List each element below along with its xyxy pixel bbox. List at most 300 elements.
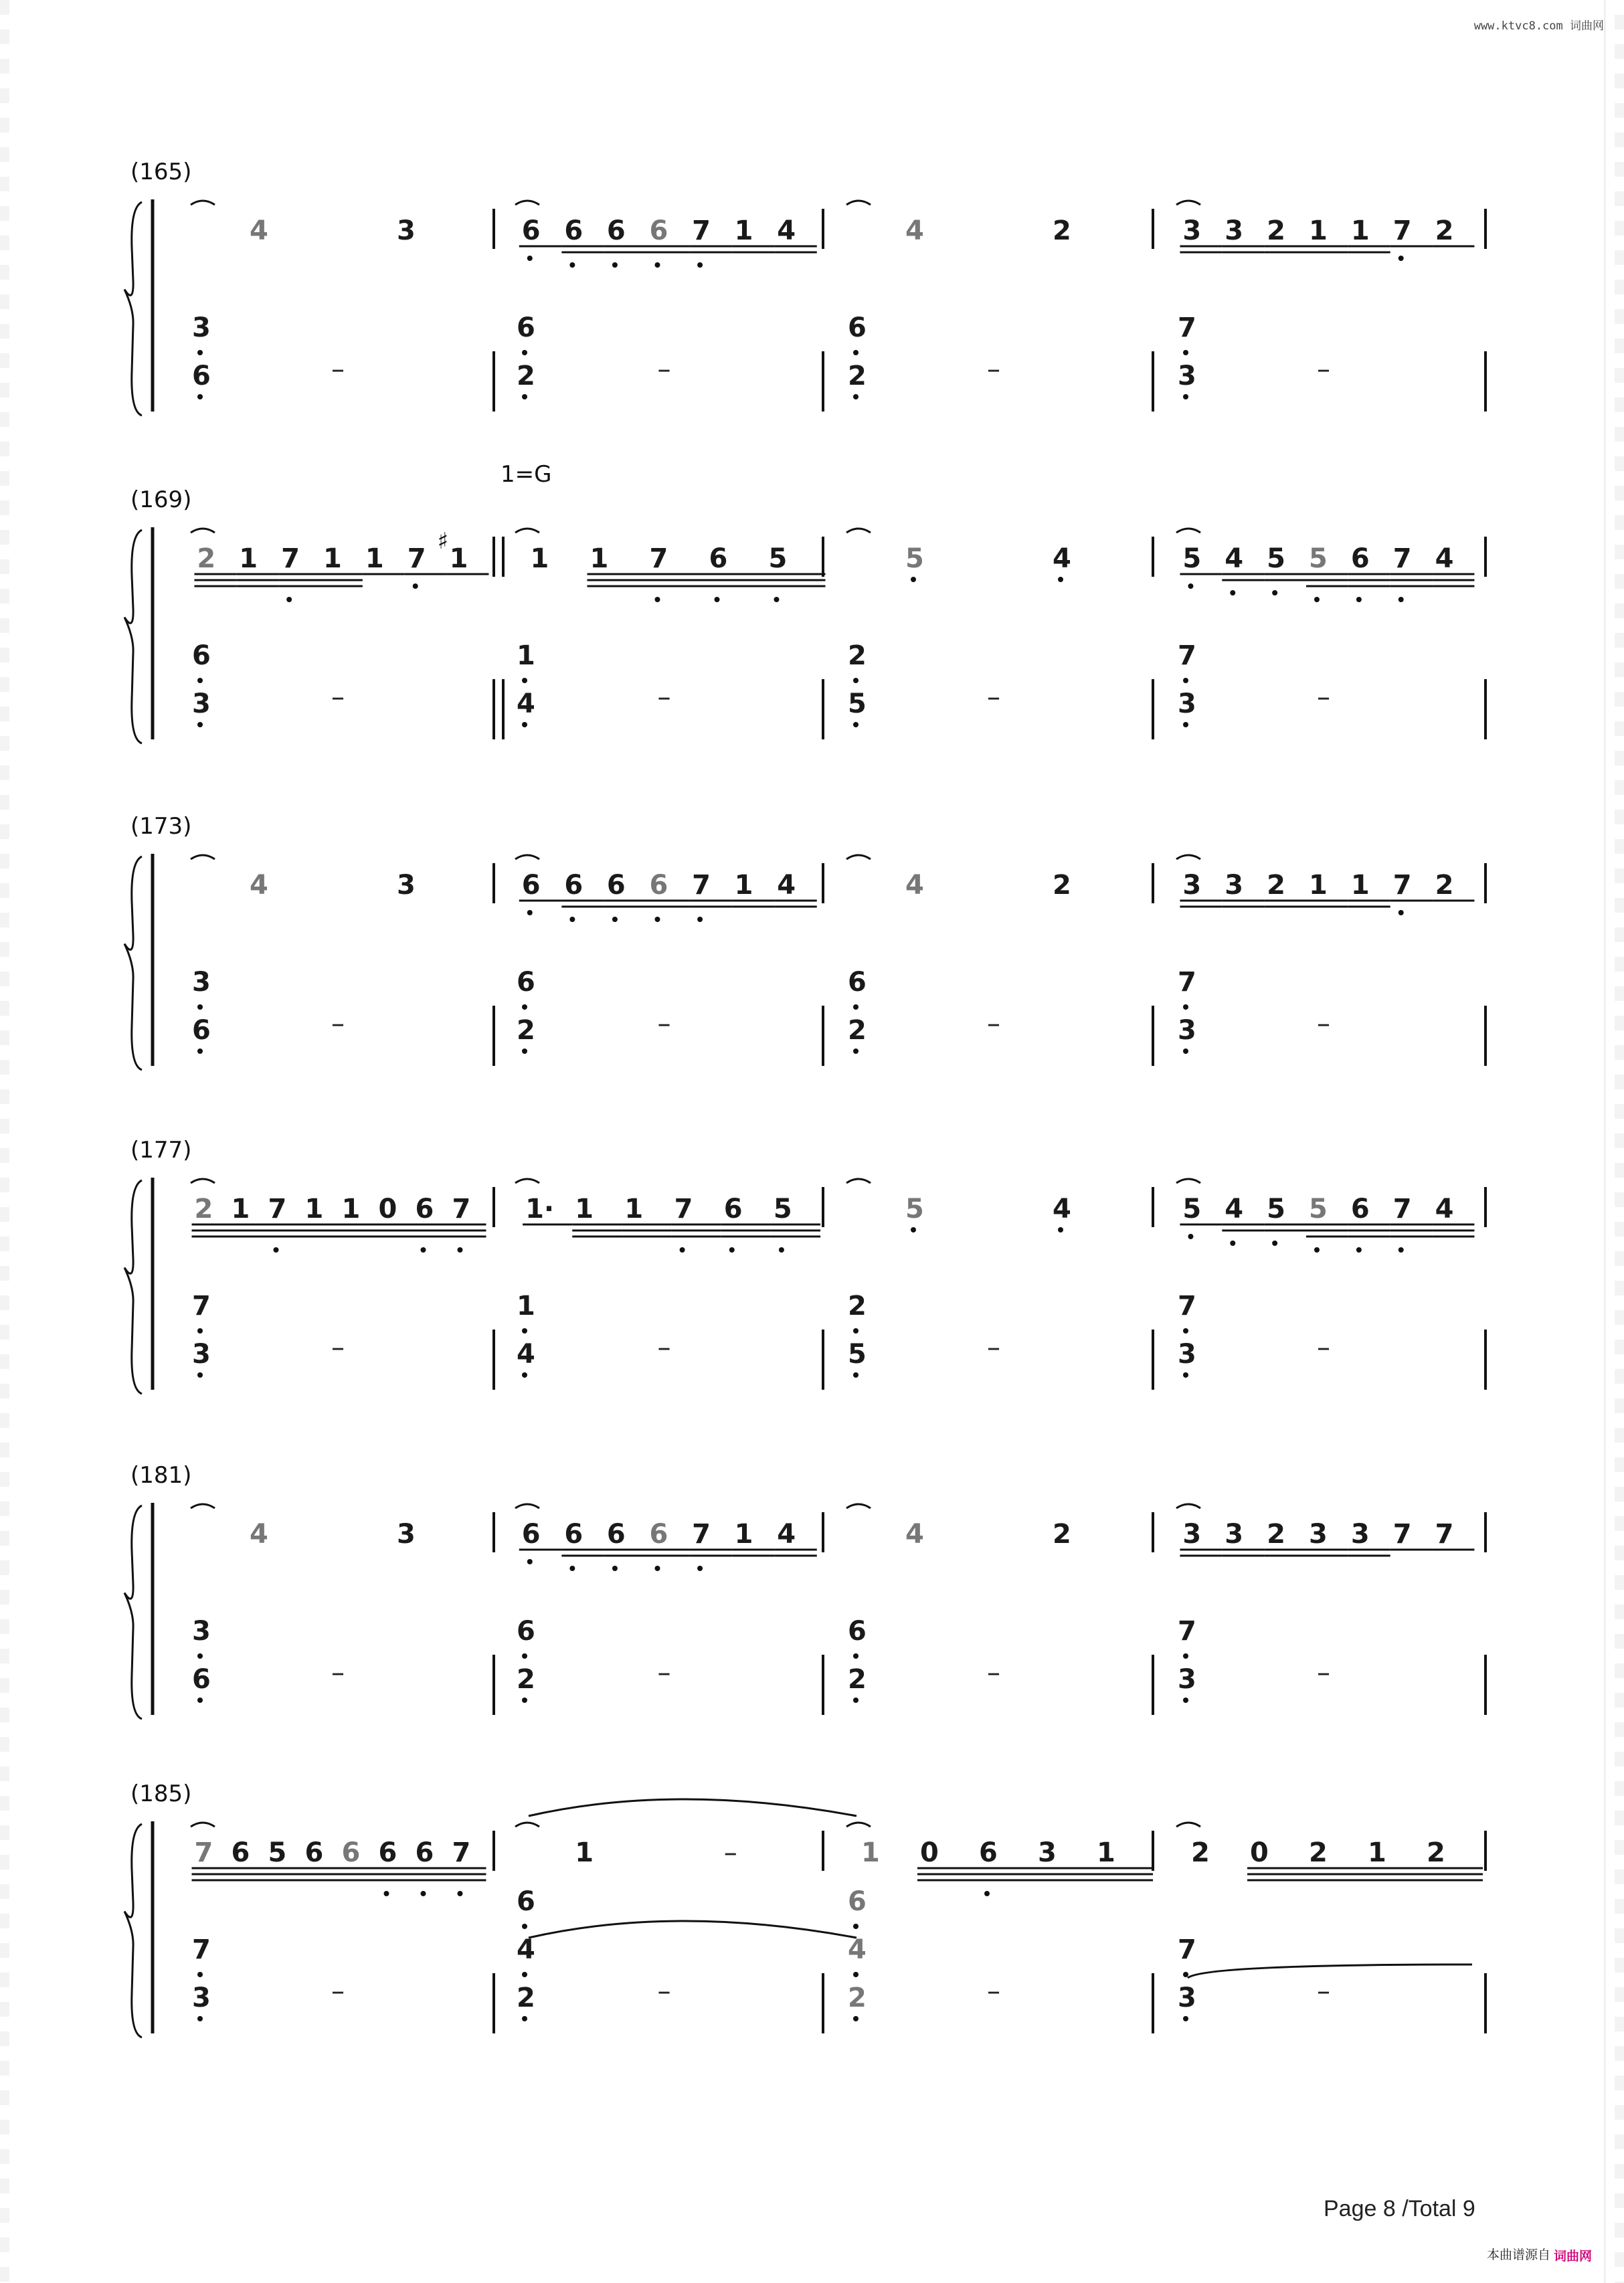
note: 6: [1350, 543, 1370, 574]
chord-separator-dot: [853, 350, 859, 355]
note: 5: [1309, 543, 1328, 574]
note: 6: [649, 1519, 668, 1550]
note: 6: [606, 215, 626, 246]
rest-dash: –: [987, 1008, 1000, 1039]
low-octave-dot: [413, 583, 418, 589]
tie-arc: [846, 1179, 871, 1183]
note: 1: [1309, 870, 1328, 901]
note: 3: [1182, 870, 1202, 901]
chord-note: 3: [1178, 1664, 1196, 1695]
chord-note: 6: [517, 967, 535, 998]
rest-dash: –: [657, 1976, 671, 2007]
tie-arc: [846, 201, 871, 205]
chord-note: 6: [517, 312, 535, 343]
chord-separator-dot: [1183, 678, 1188, 683]
note: 2: [1435, 870, 1454, 901]
note: 3: [397, 1519, 416, 1550]
chord-note: 3: [192, 312, 211, 343]
note: 1: [734, 870, 753, 901]
note: 1: [1309, 215, 1328, 246]
chord-note: 1: [517, 640, 535, 671]
chord-note: 6: [848, 1616, 867, 1647]
rest-dash: –: [657, 682, 671, 713]
note: 6: [231, 1837, 250, 1868]
rest-dash: –: [1317, 354, 1330, 385]
note: 4: [777, 215, 796, 246]
note: 4: [1053, 1194, 1071, 1224]
low-octave-dot: [853, 722, 859, 727]
note: 6: [1350, 1194, 1370, 1224]
note: 6: [606, 1519, 626, 1550]
note: 2: [194, 1194, 213, 1224]
rest-dash: –: [987, 1657, 1000, 1688]
low-octave-dot: [197, 1372, 203, 1378]
low-octave-dot: [569, 262, 575, 268]
tie-arc: [1176, 855, 1200, 859]
rest-dash: –: [1317, 682, 1330, 713]
tie-arc: [846, 1504, 871, 1508]
note: 2: [1267, 215, 1285, 246]
low-octave-dot: [1058, 1227, 1063, 1232]
note: 7: [281, 543, 300, 574]
chord-separator-dot: [1183, 1653, 1188, 1659]
rest-dash: –: [331, 1657, 345, 1688]
note: 1: [624, 1194, 644, 1224]
note: 6: [341, 1837, 361, 1868]
page-number: Page 8 /Total 9: [1324, 2196, 1475, 2221]
note: 6: [979, 1837, 998, 1868]
rest-dash: –: [987, 1332, 1000, 1363]
rest-dash: –: [657, 1657, 671, 1688]
low-octave-dot: [911, 577, 916, 582]
rest-dash: –: [1317, 1008, 1330, 1039]
note: 2: [1309, 1837, 1328, 1868]
chord-note: 6: [192, 361, 211, 391]
key-change-label: 1=G: [501, 461, 552, 488]
note: 6: [564, 870, 583, 901]
note: 5: [773, 1194, 792, 1224]
low-octave-dot: [853, 1048, 859, 1054]
low-octave-dot: [853, 2016, 859, 2021]
tie-arc: [191, 1823, 215, 1827]
low-octave-dot: [522, 1048, 527, 1054]
note: 7: [649, 543, 668, 574]
low-octave-dot: [779, 1247, 784, 1253]
note: 7: [407, 543, 426, 574]
chord-note: 3: [1178, 361, 1196, 391]
note: 7: [674, 1194, 693, 1224]
note: 3: [1225, 215, 1244, 246]
tie-arc: [191, 1179, 215, 1183]
low-octave-dot: [522, 722, 527, 727]
chord-separator-dot: [853, 1972, 859, 1977]
note: 4: [250, 870, 268, 901]
note: 5: [905, 1194, 924, 1224]
note: 1: [530, 543, 549, 574]
system-brace: [124, 530, 142, 743]
measure-number: (165): [130, 159, 192, 185]
note: 1: [239, 543, 258, 574]
rest-dash: –: [987, 354, 1000, 385]
note: 4: [1435, 1194, 1454, 1224]
note: 0: [378, 1194, 397, 1224]
chord-note: 2: [517, 361, 535, 391]
note: 1: [304, 1194, 324, 1224]
tie-arc: [846, 855, 871, 859]
note: 6: [723, 1194, 743, 1224]
note: 1: [1097, 1837, 1115, 1868]
low-octave-dot: [197, 722, 203, 727]
chord-separator-dot: [197, 1653, 203, 1659]
chord-note: 6: [192, 640, 211, 671]
low-octave-dot: [384, 1891, 389, 1896]
note: 6: [606, 870, 626, 901]
note: 2: [1053, 870, 1071, 901]
low-octave-dot: [458, 1891, 463, 1896]
note: 5: [1267, 1194, 1285, 1224]
note: 6: [649, 870, 668, 901]
note: 6: [649, 215, 668, 246]
note: 3: [1225, 870, 1244, 901]
note: 1: [861, 1837, 880, 1868]
note: 2: [197, 543, 216, 574]
low-octave-dot: [197, 1048, 203, 1054]
note: 2: [1427, 1837, 1445, 1868]
low-octave-dot: [612, 262, 618, 268]
chord-note: 6: [517, 1886, 535, 1917]
low-octave-dot: [1314, 1247, 1320, 1253]
chord-separator-dot: [1183, 1972, 1188, 1977]
chord-note: 7: [1178, 967, 1196, 998]
low-octave-dot: [527, 1559, 533, 1564]
note: 3: [1350, 1519, 1370, 1550]
note: 3: [1225, 1519, 1244, 1550]
note: 4: [1435, 543, 1454, 574]
note: 6: [521, 1519, 541, 1550]
rest-dash: –: [331, 1976, 345, 2007]
note: 5: [1182, 1194, 1202, 1224]
note: 5: [1267, 543, 1285, 574]
measure-number: (185): [130, 1780, 192, 1807]
note: 4: [905, 215, 924, 246]
low-octave-dot: [1356, 1247, 1362, 1253]
tie-arc: [1176, 1504, 1200, 1508]
tie-arc: [846, 1823, 871, 1827]
chord-separator-dot: [853, 1328, 859, 1334]
chord-note: 2: [848, 1015, 867, 1046]
low-octave-dot: [655, 262, 660, 268]
chord-separator-dot: [522, 350, 527, 355]
note: 1: [1350, 215, 1370, 246]
note: 1: [590, 543, 609, 574]
chord-separator-dot: [197, 1972, 203, 1977]
chord-note: 7: [1178, 1934, 1196, 1965]
note: 1: [575, 1837, 594, 1868]
low-octave-dot: [1183, 394, 1188, 399]
chord-note: 3: [1178, 1339, 1196, 1370]
note: 2: [1191, 1837, 1210, 1868]
note: 6: [415, 1194, 434, 1224]
long-tie: [529, 1921, 856, 1938]
chord-note: 4: [517, 1339, 535, 1370]
low-octave-dot: [1314, 597, 1320, 602]
chord-separator-dot: [522, 1972, 527, 1977]
footer-logo: 词曲网: [1553, 2250, 1592, 2264]
low-octave-dot: [612, 1566, 618, 1571]
tie-arc: [191, 529, 215, 533]
system-brace: [124, 1180, 142, 1394]
note: 1: [1368, 1837, 1386, 1868]
note: 1: [341, 1194, 361, 1224]
note: 4: [250, 1519, 268, 1550]
note: 0: [1250, 1837, 1269, 1868]
low-octave-dot: [1272, 590, 1277, 596]
long-tie: [529, 1799, 856, 1816]
note: 1: [449, 543, 468, 574]
chord-separator-dot: [853, 1004, 859, 1010]
chord-separator-dot: [853, 1924, 859, 1929]
chord-note: 2: [848, 640, 867, 671]
note: 7: [1392, 1194, 1412, 1224]
rest-dash: –: [657, 1008, 671, 1039]
rest-dash: –: [331, 1008, 345, 1039]
low-octave-dot: [774, 597, 780, 602]
low-octave-dot: [853, 1372, 859, 1378]
rest-dash: –: [657, 1332, 671, 1363]
note: 5: [268, 1837, 287, 1868]
note: 6: [521, 215, 541, 246]
chord-separator-dot: [1183, 350, 1188, 355]
chord-separator-dot: [853, 678, 859, 683]
note: 7: [452, 1837, 471, 1868]
chord-note: 1: [517, 1291, 535, 1321]
low-octave-dot: [522, 1372, 527, 1378]
low-octave-dot: [1183, 1372, 1188, 1378]
low-octave-dot: [274, 1247, 279, 1253]
note: 5: [1182, 543, 1202, 574]
note: 7: [692, 870, 711, 901]
note: 4: [1225, 1194, 1244, 1224]
note: 7: [1392, 215, 1412, 246]
low-octave-dot: [522, 1698, 527, 1703]
note: 4: [1225, 543, 1244, 574]
chord-note: 3: [1178, 1983, 1196, 2013]
low-octave-dot: [911, 1227, 916, 1232]
chord-note: 2: [517, 1983, 535, 2013]
low-octave-dot: [1399, 256, 1404, 261]
chord-note: 3: [1178, 1015, 1196, 1046]
chord-note: 4: [517, 689, 535, 719]
chord-note: 3: [192, 967, 211, 998]
rest-dash: –: [331, 682, 345, 713]
low-octave-dot: [1188, 583, 1193, 589]
low-octave-dot: [1183, 1698, 1188, 1703]
chord-separator-dot: [197, 1004, 203, 1010]
note: 6: [564, 215, 583, 246]
low-octave-dot: [984, 1891, 990, 1896]
low-octave-dot: [697, 917, 703, 922]
tie-arc: [515, 201, 539, 205]
tie-arc: [515, 529, 539, 533]
low-octave-dot: [197, 394, 203, 399]
header-url: www.ktvc8.com 词曲网: [1473, 19, 1604, 33]
chord-note: 2: [848, 1983, 867, 2013]
low-octave-dot: [1399, 1247, 1404, 1253]
sharp-sign: ♯: [437, 528, 449, 555]
chord-note: 2: [848, 1664, 867, 1695]
low-octave-dot: [527, 256, 533, 261]
low-octave-dot: [421, 1891, 426, 1896]
note: 3: [397, 870, 416, 901]
system-brace: [124, 856, 142, 1070]
tie-arc: [1176, 529, 1200, 533]
chord-separator-dot: [1183, 1004, 1188, 1010]
note: 3: [397, 215, 416, 246]
rest-dash: –: [723, 1837, 737, 1868]
rest-dash: –: [1317, 1976, 1330, 2007]
tie-arc: [846, 529, 871, 533]
chord-note: 4: [848, 1934, 867, 1965]
chord-separator-dot: [1183, 1328, 1188, 1334]
rest-dash: –: [331, 354, 345, 385]
low-octave-dot: [655, 917, 660, 922]
chord-separator-dot: [522, 1924, 527, 1929]
note: 6: [378, 1837, 397, 1868]
note: 3: [1309, 1519, 1328, 1550]
low-octave-dot: [286, 597, 292, 602]
note: 1: [575, 1194, 594, 1224]
chord-note: 6: [848, 1886, 867, 1917]
low-octave-dot: [1183, 1048, 1188, 1054]
low-octave-dot: [1188, 1234, 1193, 1239]
low-octave-dot: [522, 2016, 527, 2021]
chord-note: 7: [1178, 640, 1196, 671]
low-octave-dot: [1399, 910, 1404, 915]
chord-note: 2: [848, 1291, 867, 1321]
chord-separator-dot: [522, 1328, 527, 1334]
note: 7: [692, 1519, 711, 1550]
note: 7: [692, 215, 711, 246]
low-octave-dot: [697, 262, 703, 268]
chord-separator-dot: [522, 1653, 527, 1659]
low-octave-dot: [1230, 590, 1235, 596]
note: 1: [231, 1194, 250, 1224]
chord-note: 3: [1178, 689, 1196, 719]
low-octave-dot: [569, 1566, 575, 1571]
chord-note: 4: [517, 1934, 535, 1965]
measure-number: (181): [130, 1462, 192, 1489]
measure-number: (173): [130, 813, 192, 840]
chord-note: 2: [517, 1015, 535, 1046]
low-octave-dot: [612, 917, 618, 922]
note: 5: [905, 543, 924, 574]
low-octave-dot: [853, 1698, 859, 1703]
chord-note: 6: [517, 1616, 535, 1647]
low-octave-dot: [197, 2016, 203, 2021]
low-octave-dot: [655, 597, 660, 602]
tie-arc: [191, 201, 215, 205]
chord-separator-dot: [197, 678, 203, 683]
note: 1: [323, 543, 342, 574]
low-octave-dot: [697, 1566, 703, 1571]
tie-arc: [515, 1823, 539, 1827]
low-octave-dot: [1272, 1241, 1277, 1246]
note: 5: [1309, 1194, 1328, 1224]
low-octave-dot: [1356, 597, 1362, 602]
low-octave-dot: [197, 1698, 203, 1703]
system-brace: [124, 1505, 142, 1719]
note: 7: [1392, 543, 1412, 574]
chord-note: 7: [1178, 1616, 1196, 1647]
low-octave-dot: [522, 394, 527, 399]
note: 3: [1038, 1837, 1057, 1868]
tie-arc: [191, 1504, 215, 1508]
low-octave-dot: [680, 1247, 685, 1253]
chord-note: 7: [192, 1291, 211, 1321]
note: 4: [1053, 543, 1071, 574]
chord-note: 7: [1178, 1291, 1196, 1321]
note: 6: [564, 1519, 583, 1550]
rest-dash: –: [987, 1976, 1000, 2007]
note: 4: [777, 1519, 796, 1550]
low-octave-dot: [1230, 1241, 1235, 1246]
chord-note: 3: [192, 689, 211, 719]
chord-separator-dot: [522, 678, 527, 683]
chord-note: 3: [192, 1339, 211, 1370]
system-brace: [124, 1824, 142, 2037]
rest-dash: –: [331, 1332, 345, 1363]
low-octave-dot: [458, 1247, 463, 1253]
tie-arc: [1176, 1179, 1200, 1183]
note: 6: [521, 870, 541, 901]
footer-source: 本曲谱源自: [1486, 2248, 1550, 2262]
chord-note: 3: [192, 1616, 211, 1647]
note: 2: [1053, 1519, 1071, 1550]
measure-number: (169): [130, 486, 192, 513]
low-octave-dot: [569, 917, 575, 922]
chord-note: 2: [848, 361, 867, 391]
note: 7: [268, 1194, 287, 1224]
low-octave-dot: [1399, 597, 1404, 602]
note: 1: [1350, 870, 1370, 901]
note: 4: [250, 215, 268, 246]
note: 6: [709, 543, 728, 574]
note: 1: [734, 215, 753, 246]
chord-note: 6: [192, 1664, 211, 1695]
tie-arc: [1176, 201, 1200, 205]
low-octave-dot: [1183, 2016, 1188, 2021]
low-octave-dot: [655, 1566, 660, 1571]
tie-arc: [515, 855, 539, 859]
chord-separator-dot: [853, 1653, 859, 1659]
low-octave-dot: [729, 1247, 735, 1253]
chord-separator-dot: [197, 1328, 203, 1334]
rest-dash: –: [657, 354, 671, 385]
note: 1·: [525, 1194, 555, 1224]
note: 4: [905, 870, 924, 901]
tie-arc: [191, 855, 215, 859]
note: 1: [734, 1519, 753, 1550]
note: 7: [1392, 1519, 1412, 1550]
note: 6: [304, 1837, 324, 1868]
note: 2: [1435, 215, 1454, 246]
measure-number: (177): [130, 1137, 192, 1164]
rest-dash: –: [987, 682, 1000, 713]
note: 6: [415, 1837, 434, 1868]
low-octave-dot: [421, 1247, 426, 1253]
chord-note: 5: [848, 689, 867, 719]
note: 7: [194, 1837, 213, 1868]
